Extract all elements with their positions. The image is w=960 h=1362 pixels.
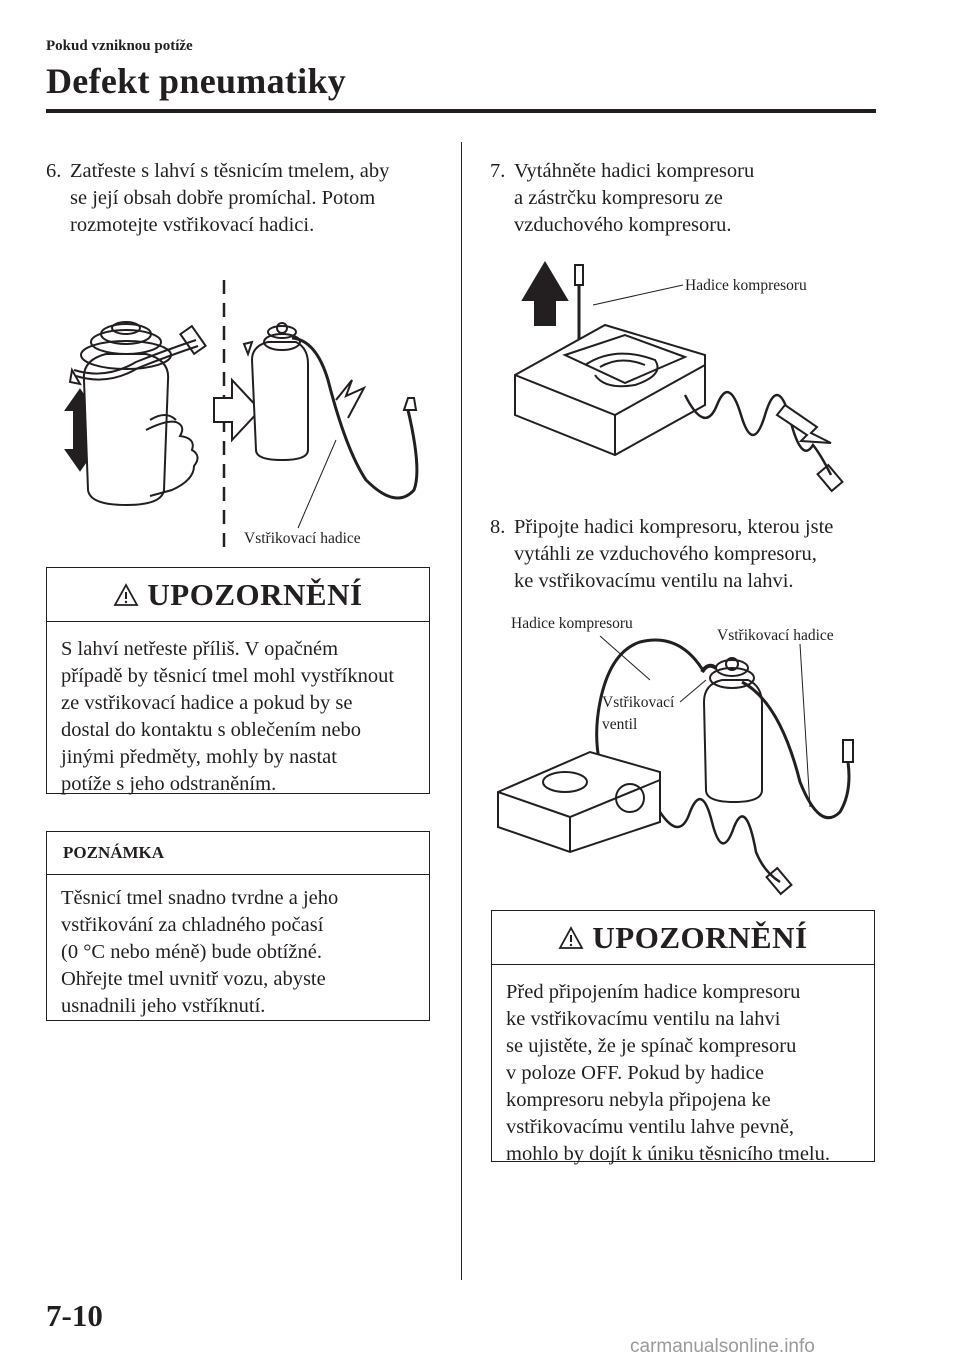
step-number: 7. [490, 160, 506, 182]
warning-body: Před připojením hadice kompresoru ke vstřikovacímu ventilu na lahvi se ujistěte, že je spínač kompresoru v poloze OFF. Pokud by hadice kompresoru nebyla připojena ke vstřikovacímu ventilu lahve pevně, mohlo by dojít k úniku těsnicího tmelu. [506, 981, 830, 1165]
note-header [47, 832, 429, 875]
step-8 [490, 514, 880, 595]
callout-injection-hose: Vstřikovací hadice [244, 530, 361, 547]
figure-shake-bottle [46, 270, 446, 560]
warning-header [492, 911, 874, 965]
title-rule [46, 109, 876, 113]
warning-triangle-icon [558, 926, 584, 950]
step-text: Vytáhněte hadici kompresoru a zástrčku kompresoru ze vzduchového kompresoru. [514, 160, 755, 236]
step-7 [490, 158, 870, 239]
step-6 [46, 158, 446, 239]
warning-title: UPOZORNĚNÍ [147, 576, 363, 612]
warning-triangle-icon [113, 583, 139, 607]
warning-title: UPOZORNĚNÍ [592, 919, 808, 955]
callout-compressor-hose: Hadice kompresoru [685, 277, 807, 294]
page-number: 7-10 [46, 1298, 103, 1333]
warning-body: S lahví netřeste příliš. V opačném případě by těsnicí tmel mohl vystříknout ze vstřikovací hadice a pokud by se dostal do kontaktu s oblečením nebo jinými předměty, mohly by nastat potíže s jeho odstraněním. [61, 638, 395, 795]
watermark: carmanualsonline.info [630, 1336, 815, 1357]
callout-valve-line1: Vstřikovací [602, 694, 675, 711]
warning-box-right [491, 910, 875, 1165]
section-label: Pokud vzniknou potíže [46, 38, 193, 54]
note-title: POZNÁMKA [63, 843, 165, 862]
callout-valve-line2: ventil [602, 716, 638, 733]
column-divider [461, 142, 462, 1280]
callout-compressor-hose-2: Hadice kompresoru [511, 615, 633, 632]
note-box [46, 831, 430, 1021]
step-number: 6. [46, 160, 62, 182]
warning-header [47, 568, 429, 622]
callout-injection-hose-2: Vstřikovací hadice [717, 627, 834, 644]
step-text: Zatřeste s lahví s těsnicím tmelem, aby se její obsah dobře promíchal. Potom rozmotejte vstřikovací hadici. [70, 160, 390, 236]
note-body: Těsnicí tmel snadno tvrdne a jeho vstřikování za chladného počasí (0 °C nebo méně) bude obtížné. Ohřejte tmel uvnitř vozu, abyste usnadnili jeho vstříknutí. [61, 887, 339, 1017]
page-title: Defekt pneumatiky [46, 61, 347, 101]
warning-box-left [46, 567, 430, 794]
figure-connect-valve [490, 612, 870, 892]
step-text: Připojte hadici kompresoru, kterou jste vytáhli ze vzduchového kompresoru, ke vstřikovacímu ventilu na lahvi. [514, 516, 834, 592]
step-number: 8. [490, 516, 506, 538]
